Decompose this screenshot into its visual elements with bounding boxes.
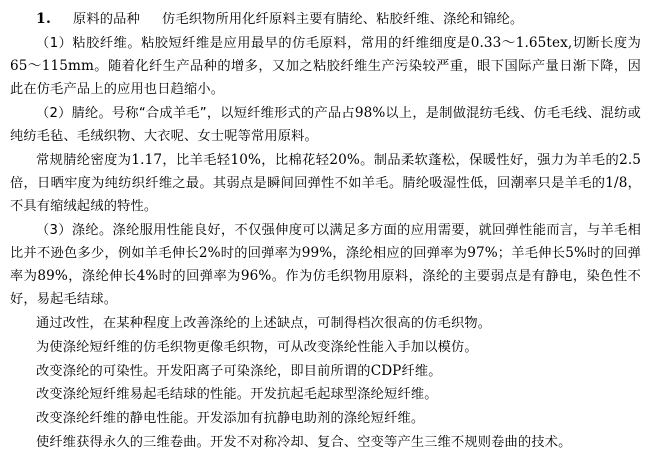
paragraph-acrylic-density (10, 149, 641, 219)
text-run: （3）涤纶。涤纶服用性能良好，不仅强伸度可以满足多方面的应用需要，就回弹性能而言，与羊毛相比并不逊色多少，例如羊毛伸长 (10, 222, 641, 262)
text-run: ，比棉花轻 (260, 152, 330, 168)
text-run: ，不具有缩绒起绒的特性。 (10, 175, 641, 215)
text-run: 。随着化纤生产品种的增多，又加之粘胶纤维生产污染较严重，眼下国际产量日渐下降，因此在仿毛产品上的应用也日趋缩小。 (10, 58, 641, 98)
text-run: 以上，是制做混纺毛线、仿毛毛线、混纺或纯纺毛毡、毛绒织物、大衣呢、女士呢等常用原料。 (10, 105, 641, 145)
numeric-run: 97% (467, 245, 498, 262)
paragraph-acrylic-fiber (10, 102, 641, 148)
paragraph-three-dimensional-crimp (10, 431, 641, 454)
text-run: 时的回弹率为 (220, 246, 302, 262)
text-run: 常规腈纶密度为 (36, 152, 132, 168)
numeric-run: 4% (136, 268, 159, 285)
text-run: 为使涤纶短纤维的仿毛织物更像毛织物，可从改变涤纶性能入手加以模仿。 (36, 339, 478, 355)
numeric-run: 96% (240, 268, 272, 285)
numeric-run: 5% (565, 245, 588, 262)
text-run: 通过改性，在某种程度上改善涤纶的上述缺点，可制得档次很高的仿毛织物。 (36, 316, 492, 332)
numeric-run: 1/8 (605, 174, 628, 191)
numeric-run: 10% (230, 151, 261, 168)
text-run: 仿毛织物所用化纤原料主要有腈纶、粘胶纤维、涤纶和锦纶。 (161, 12, 524, 27)
text-run: 时的回弹率为 (158, 269, 241, 285)
text-run: ；羊毛伸长 (497, 246, 566, 262)
text-run: ，涤纶伸长 (67, 269, 137, 285)
paragraph-viscose-fiber (10, 32, 641, 102)
text-run: 改变涤纶的可染性。开发阳离子可染涤纶，即目前所谓的 (36, 363, 371, 379)
numeric-run: 1. (36, 11, 52, 27)
paragraph-heading-raw-materials (10, 8, 641, 31)
text-run: ，涤纶相应的回弹率为 (332, 246, 468, 262)
text-run: 倍，日晒牢度为纯纺织纤维之最。其弱点是瞬间回弹性不如羊毛。腈纶吸湿性低，回潮率只是羊毛的 (10, 175, 606, 191)
text-run: 时的回弹率为 (10, 246, 642, 285)
numeric-run: 1.17 (131, 151, 163, 168)
text-run: 纤维。 (401, 363, 442, 379)
text-run: 改变涤纶短纤维易起毛结球的性能。开发抗起毛起球型涤纶短纤维。 (36, 387, 438, 403)
numeric-run: 65～115mm (10, 57, 94, 74)
numeric-run: 98% (354, 104, 386, 121)
numeric-run: 2% (198, 245, 221, 262)
paragraph-imitation-method (10, 336, 641, 359)
paragraph-dyeability (10, 360, 641, 383)
text-run: （2）腈纶。号称“合成羊毛”，以短纤维形式的产品占 (36, 105, 355, 121)
text-run: 原料的品种 (73, 12, 140, 27)
text-run: 改变涤纶纤维的静电性能。开发添加有抗静电助剂的涤纶短纤维。 (36, 410, 425, 426)
numeric-run: CDP (370, 362, 402, 379)
text-run: 切断长度为 (572, 35, 641, 51)
document-body (10, 8, 641, 454)
numeric-run: 89% (37, 268, 68, 285)
text-run: （1）粘胶纤维。粘胶短纤维是应用最早的仿毛原料，常用的纤维细度是 (36, 35, 471, 51)
text-run: ，比羊毛轻 (162, 152, 231, 168)
paragraph-anti-pilling (10, 383, 641, 406)
text-run: 。作为仿毛织物用原料，涤纶的主要弱点是有静电，染色性不好，易起毛结球。 (10, 269, 642, 308)
numeric-run: 99% (301, 245, 333, 262)
numeric-run: 2.5 (619, 151, 641, 168)
numeric-run: 20% (329, 151, 360, 168)
paragraph-improvement (10, 312, 641, 335)
numeric-run: 0.33～1.65tex, (470, 34, 573, 51)
paragraph-antistatic (10, 407, 641, 430)
text-run: 使纤维获得永久的三维卷曲。开发不对称冷却、复合、空变等产生三维不规则卷曲的技术。 (36, 434, 572, 450)
paragraph-polyester-fiber (10, 219, 641, 312)
text-run: 。制品柔软蓬松，保暖性好，强力为羊毛的 (359, 152, 620, 168)
